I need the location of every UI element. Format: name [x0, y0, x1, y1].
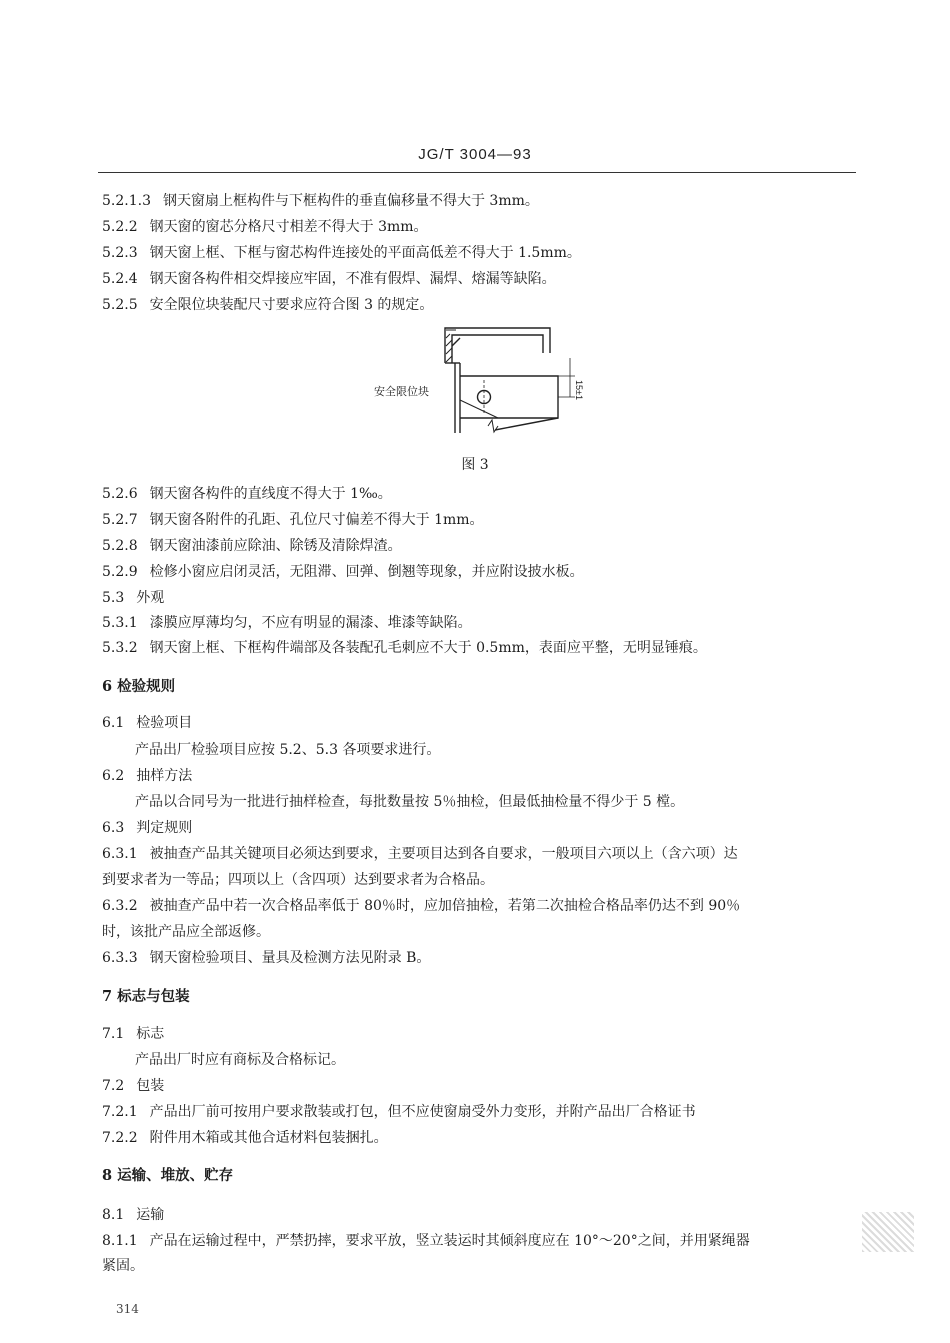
clause-text: 漆膜应厚薄均匀，不应有明显的漏漆、堆漆等缺陷。 [149, 615, 472, 631]
clause-text: 检验项目 [136, 715, 193, 731]
clause-5-2-3 [102, 243, 581, 263]
clause-text: 包装 [136, 1078, 165, 1094]
clause-6-3-3 [102, 948, 430, 968]
clause-5-3-2 [102, 638, 707, 658]
clause-text: 被抽查产品其关键项目必须达到要求，主要项目达到各自要求，一般项目六项以上（含六项）达 [149, 846, 738, 862]
header-rule [98, 172, 856, 173]
clause-text: 附件用木箱或其他合适材料包装捆扎。 [149, 1130, 388, 1146]
clause-7-2-2 [102, 1128, 388, 1148]
scan-noise [862, 1212, 914, 1252]
figure-3-drawing [360, 318, 600, 443]
clause-text: 钢天窗油漆前应除油、除锈及清除焊渣。 [149, 538, 402, 554]
clause-number: 7.1 [102, 1026, 125, 1042]
clause-7-2-1 [102, 1102, 696, 1122]
clause-5-2-4 [102, 269, 556, 289]
clause-number: 7.2.2 [102, 1130, 138, 1146]
clause-6-3-1-continued: 到要求者为一等品；四项以上（含四项）达到要求者为合格品。 [102, 872, 494, 888]
clause-text: 钢天窗扇上框构件与下框构件的垂直偏移量不得大于 3mm。 [162, 193, 539, 209]
clause-5-2-2 [102, 217, 428, 237]
clause-text: 被抽查产品中若一次合格品率低于 80％时，应加倍抽检，若第二次抽检合格品率仍达不到 90％ [149, 898, 741, 914]
clause-7-1 [102, 1024, 164, 1044]
clause-text: 运输 [136, 1207, 165, 1223]
clause-text: 检修小窗应启闭灵活，无阻滞、回弹、倒翘等现象，并应附设披水板。 [149, 564, 584, 580]
clause-6-3 [102, 818, 192, 838]
clause-number: 6.2 [102, 768, 125, 784]
section-7-title: 7 标志与包装 [102, 988, 190, 1005]
clause-number: 8.1 [102, 1207, 125, 1223]
clause-text: 产品出厂前可按用户要求散装或打包，但不应使窗扇受外力变形，并附产品出厂合格证书 [149, 1104, 696, 1120]
clause-5-2-5 [102, 295, 433, 315]
clause-text: 钢天窗上框、下框与窗芯构件连接处的平面高低差不得大于 1.5mm。 [149, 245, 581, 261]
clause-5-2-8 [102, 536, 402, 556]
clause-number: 8.1.1 [102, 1233, 138, 1249]
clause-number: 5.2.6 [102, 486, 138, 502]
clause-number: 5.2.2 [102, 219, 138, 235]
clause-number: 5.2.5 [102, 297, 138, 313]
clause-number: 6.3 [102, 820, 125, 836]
clause-6-3-1 [102, 844, 738, 864]
clause-8-1-1 [102, 1231, 750, 1251]
clause-number: 7.2 [102, 1078, 125, 1094]
clause-text: 钢天窗检验项目、量具及检测方法见附录 B。 [149, 950, 431, 966]
clause-number: 7.2.1 [102, 1104, 138, 1120]
clause-text: 钢天窗的窗芯分格尺寸相差不得大于 3mm。 [149, 219, 428, 235]
clause-number: 5.3.1 [102, 615, 138, 631]
section-6-title: 6 检验规则 [102, 678, 176, 695]
clause-text: 钢天窗各构件的直线度不得大于 1‰。 [149, 486, 392, 502]
section-8-title: 8 运输、堆放、贮存 [102, 1167, 234, 1184]
clause-8-1 [102, 1205, 164, 1225]
clause-number: 5.2.1.3 [102, 193, 151, 209]
clause-5-3-1 [102, 613, 472, 633]
clause-number: 6.3.2 [102, 898, 138, 914]
clause-7-2 [102, 1076, 164, 1096]
clause-text: 抽样方法 [136, 768, 193, 784]
figure-label-limit-block: 安全限位块 [374, 385, 429, 398]
clause-5-2-1-3 [102, 191, 539, 211]
figure-3-caption: 图 3 [461, 457, 489, 473]
clause-number: 5.2.3 [102, 245, 138, 261]
page-number: 314 [116, 1302, 139, 1316]
clause-number: 6.3.1 [102, 846, 138, 862]
clause-text: 判定规则 [136, 820, 193, 836]
clause-number: 6.1 [102, 715, 125, 731]
clause-6-1-body: 产品出厂检验项目应按 5.2、5.3 各项要求进行。 [135, 742, 441, 758]
clause-6-2-body: 产品以合同号为一批进行抽样检查，每批数量按 5％抽检，但最低抽检量不得少于 5 樘。 [135, 794, 685, 810]
clause-text: 钢天窗各构件相交焊接应牢固，不准有假焊、漏焊、熔漏等缺陷。 [149, 271, 556, 287]
clause-6-3-2-continued: 时，该批产品应全部返修。 [102, 924, 270, 940]
clause-text: 钢天窗各附件的孔距、孔位尺寸偏差不得大于 1mm。 [149, 512, 484, 528]
clause-number: 5.3 [102, 590, 125, 606]
clause-6-1 [102, 713, 192, 733]
document-code-header: JG/T 3004—93 [418, 146, 532, 163]
clause-text: 安全限位块装配尺寸要求应符合图 3 的规定。 [149, 297, 434, 313]
clause-number: 5.3.2 [102, 640, 138, 656]
clause-number: 6.3.3 [102, 950, 138, 966]
clause-8-1-1-continued: 紧固。 [102, 1258, 144, 1274]
figure-dimension-label: 15±1 [574, 380, 584, 400]
clause-number: 5.2.7 [102, 512, 138, 528]
clause-5-2-7 [102, 510, 484, 530]
clause-5-2-6 [102, 484, 392, 504]
clause-5-3 [102, 588, 164, 608]
clause-5-2-9 [102, 562, 584, 582]
clause-number: 5.2.4 [102, 271, 138, 287]
clause-6-3-2 [102, 896, 740, 916]
clause-number: 5.2.8 [102, 538, 138, 554]
clause-6-2 [102, 766, 192, 786]
clause-text: 产品在运输过程中，严禁扔摔，要求平放，竖立装运时其倾斜度应在 10°～20°之间，并用紧绳器 [149, 1233, 750, 1249]
clause-number: 5.2.9 [102, 564, 138, 580]
clause-text: 外观 [136, 590, 165, 606]
clause-7-1-body: 产品出厂时应有商标及合格标记。 [135, 1052, 345, 1068]
clause-text: 标志 [136, 1026, 165, 1042]
clause-text: 钢天窗上框、下框构件端部及各装配孔毛刺应不大于 0.5mm，表面应平整，无明显锤痕。 [149, 640, 707, 656]
